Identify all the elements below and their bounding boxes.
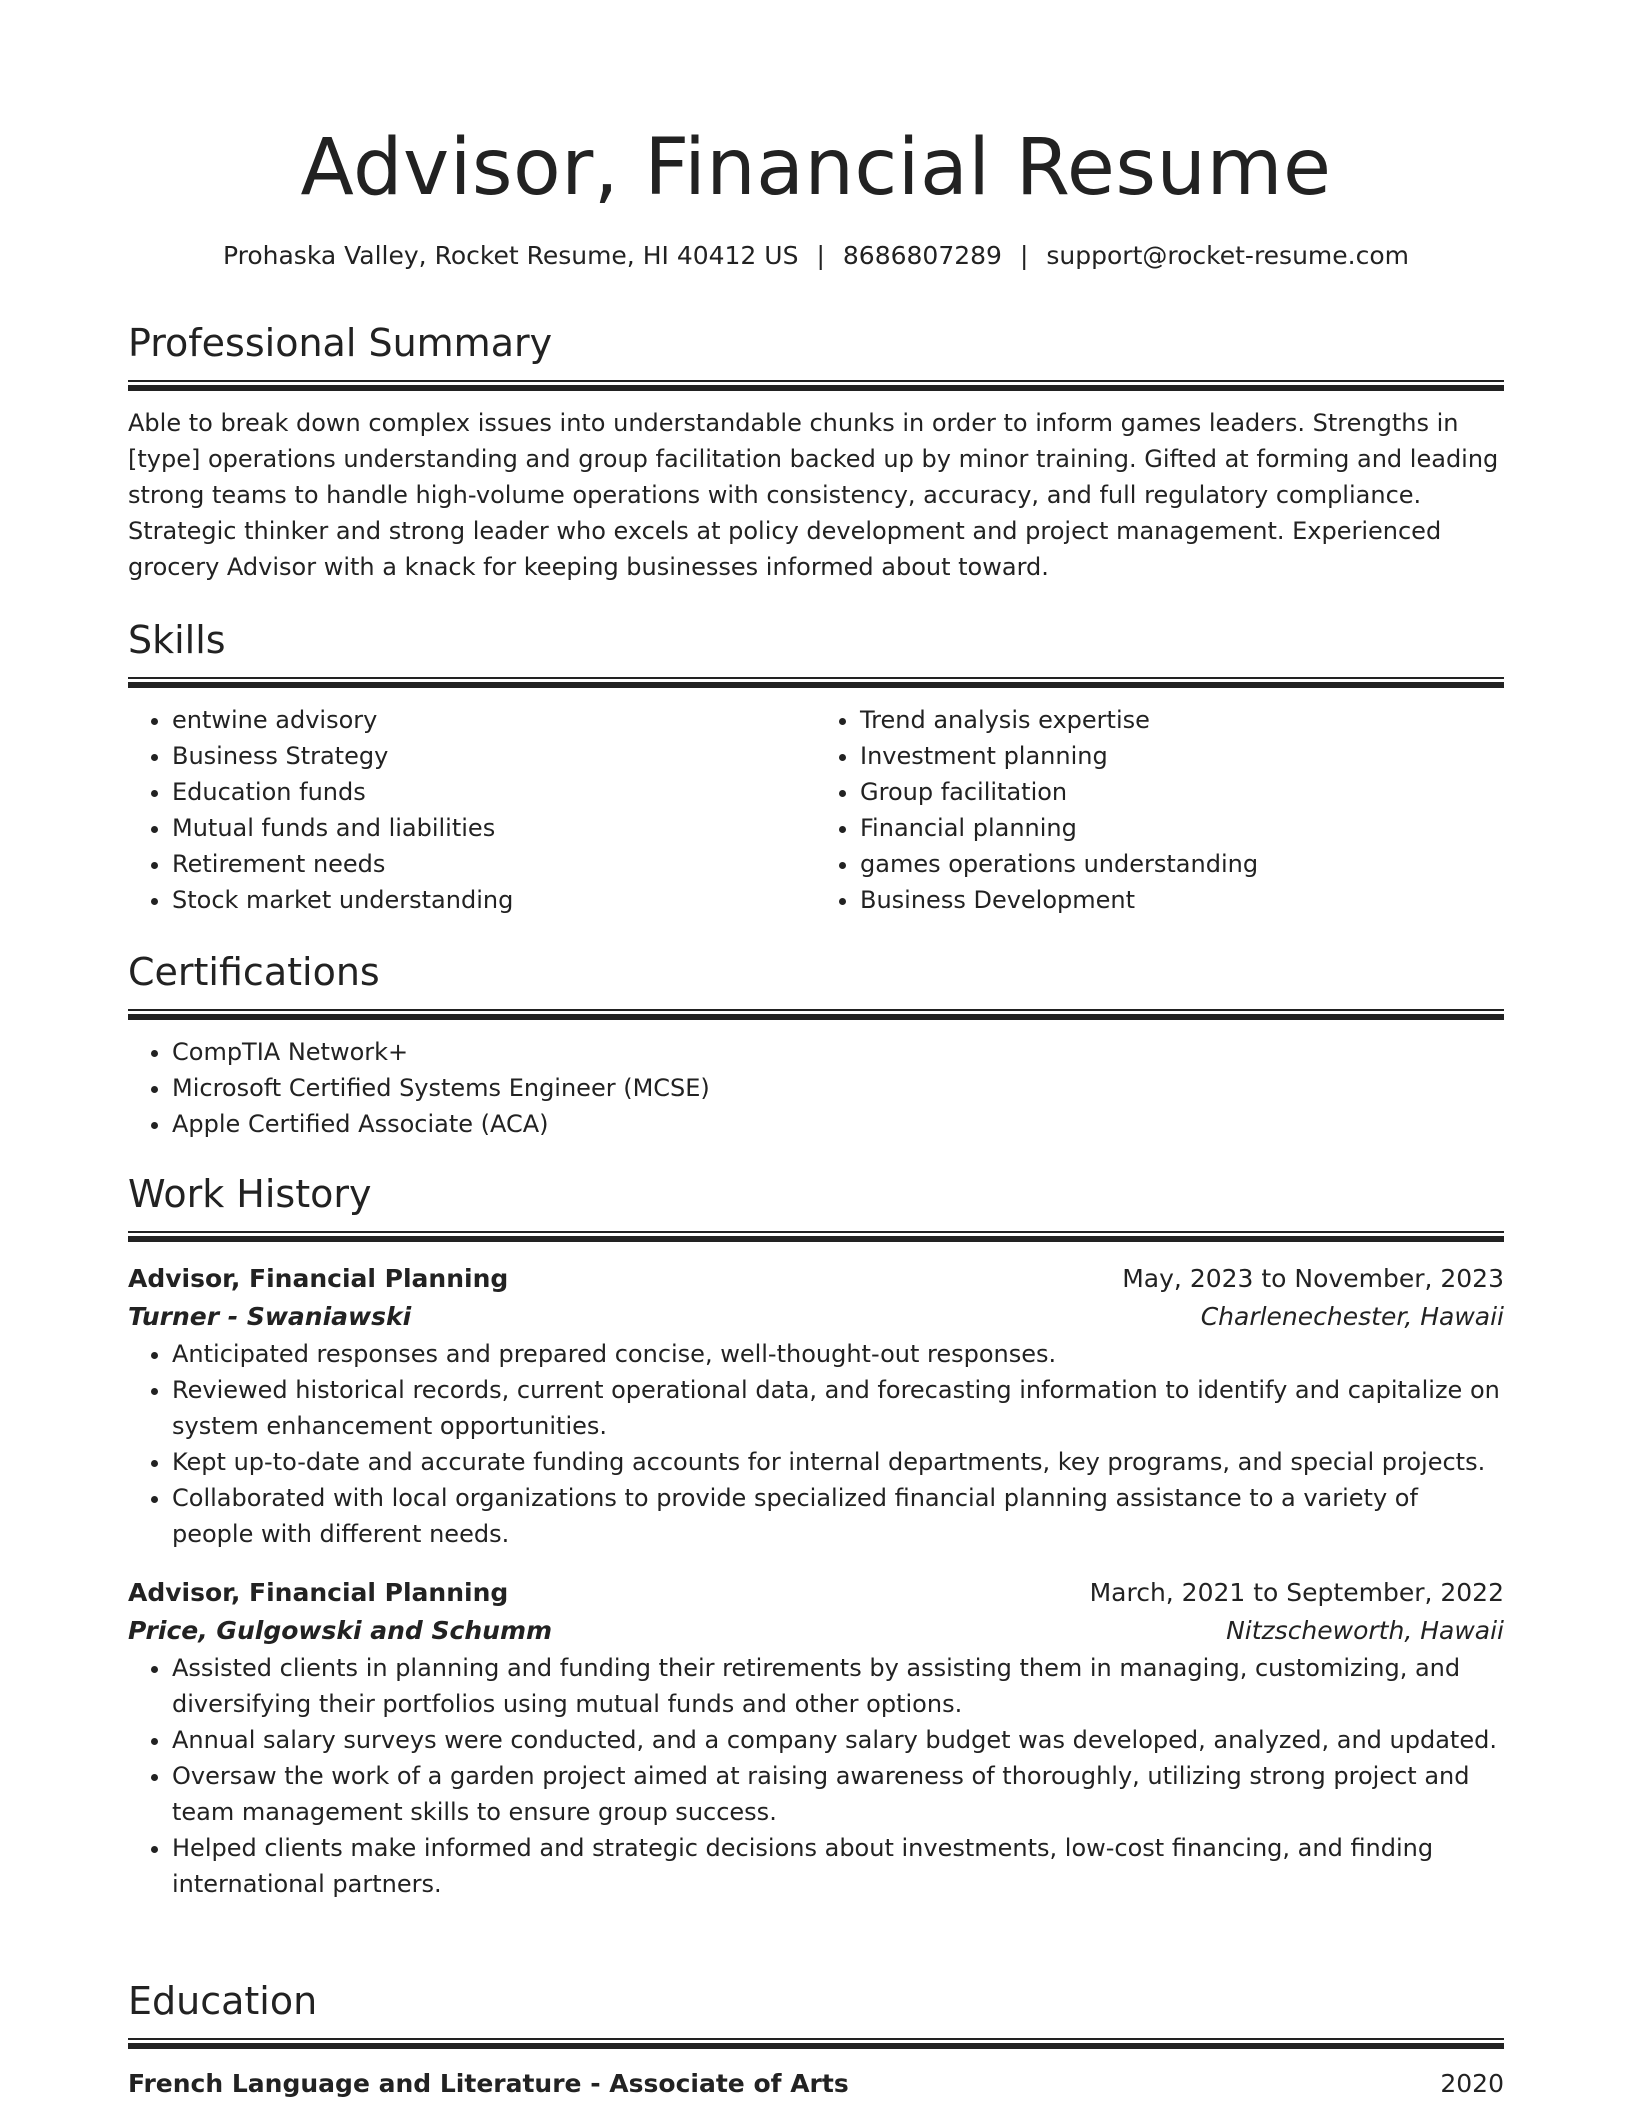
list-item: • Retirement needs: [172, 846, 816, 882]
section-heading-skills: Skills: [128, 618, 226, 662]
contact-line: [128, 238, 1504, 274]
job-bullets: [128, 1336, 1504, 1552]
list-item: • Assisted clients in planning and funding their retirements by assisting them in managing, customizing, and diversifying their portfolios using mutual funds and other options.: [172, 1650, 1504, 1722]
list-item: • Microsoft Certified Systems Engineer (MCSE): [172, 1070, 1504, 1106]
list-item: • Business Development: [860, 882, 1504, 918]
section-heading-work-history: Work History: [128, 1172, 372, 1216]
list-item: • Reviewed historical records, current operational data, and forecasting information to identify and capitalize on system enhancement opportunities.: [172, 1372, 1504, 1444]
skills-list-left: [128, 702, 816, 918]
list-item: • Kept up-to-date and accurate funding accounts for internal departments, key programs, and special projects.: [172, 1444, 1504, 1480]
list-item: • Business Strategy: [172, 738, 816, 774]
list-item: • Annual salary surveys were conducted, and a company salary budget was developed, analyzed, and updated.: [172, 1722, 1504, 1758]
job-dates: March, 2021 to September, 2022: [1089, 1578, 1504, 1607]
list-item: • Mutual funds and liabilities: [172, 810, 816, 846]
list-item: • CompTIA Network+: [172, 1034, 1504, 1070]
job-title: Advisor, Financial Planning: [128, 1578, 509, 1607]
job-subheader-row: [128, 1298, 1504, 1336]
job-entry: [128, 1574, 1504, 1902]
list-item: • Financial planning: [860, 810, 1504, 846]
education-row: [128, 2065, 1504, 2103]
section-divider: [128, 1009, 1504, 1020]
job-location: Charlenechester, Hawaii: [1200, 1302, 1504, 1331]
certifications-section: [128, 947, 1504, 1142]
resume-title: Advisor, Financial Resume: [300, 123, 1332, 213]
job-title: Advisor, Financial Planning: [128, 1264, 509, 1293]
list-item: • Collaborated with local organizations to provide specialized financial planning assistance to a variety of people with different needs.: [172, 1480, 1504, 1552]
section-divider: [128, 1231, 1504, 1242]
list-item: • Trend analysis expertise: [860, 702, 1504, 738]
section-divider: [128, 677, 1504, 688]
education-year: 2020: [1440, 2069, 1504, 2098]
contact-separator: |: [816, 241, 825, 270]
contact-phone: 8686807289: [842, 241, 1002, 270]
section-heading-certifications: Certifications: [128, 950, 380, 994]
work-history-section: [128, 1169, 1504, 1902]
list-item: • Education funds: [172, 774, 816, 810]
list-item: • Group facilitation: [860, 774, 1504, 810]
education-section: [128, 1976, 1504, 2103]
section-heading-summary: Professional Summary: [128, 321, 553, 365]
certifications-list: [128, 1034, 1504, 1142]
list-item: • entwine advisory: [172, 702, 816, 738]
section-divider: [128, 380, 1504, 391]
education-degree: French Language and Literature - Associate of Arts: [128, 2069, 849, 2098]
list-item: • Anticipated responses and prepared concise, well-thought-out responses.: [172, 1336, 1504, 1372]
skills-grid: [128, 702, 1504, 918]
job-dates: May, 2023 to November, 2023: [1122, 1264, 1504, 1293]
list-item: • games operations understanding: [860, 846, 1504, 882]
job-subheader-row: [128, 1612, 1504, 1650]
section-heading-education: Education: [128, 1979, 318, 2023]
summary-section: [128, 318, 1504, 585]
job-company: Price, Gulgowski and Schumm: [128, 1616, 553, 1645]
skills-list-right: [816, 702, 1504, 918]
job-header-row: [128, 1574, 1504, 1612]
job-bullets: [128, 1650, 1504, 1902]
section-divider: [128, 2038, 1504, 2049]
job-location: Nitzscheworth, Hawaii: [1226, 1616, 1504, 1645]
contact-separator: |: [1019, 241, 1029, 270]
list-item: • Apple Certified Associate (ACA): [172, 1106, 1504, 1142]
job-header-row: [128, 1260, 1504, 1298]
job-company: Turner - Swaniawski: [128, 1302, 412, 1331]
list-item: • Oversaw the work of a garden project aimed at raising awareness of thoroughly, utilizing strong project and team management skills to ensure group success.: [172, 1758, 1504, 1830]
list-item: • Investment planning: [860, 738, 1504, 774]
contact-address: Prohaska Valley, Rocket Resume, HI 40412 US: [222, 241, 799, 270]
contact-email: support@rocket-resume.com: [1046, 241, 1410, 270]
list-item: • Helped clients make informed and strategic decisions about investments, low-cost financing, and finding international partners.: [172, 1830, 1504, 1902]
skills-section: [128, 615, 1504, 918]
summary-text: Able to break down complex issues into understandable chunks in order to inform games leaders. Strengths in [type] operations understanding and group facilitation backed up by minor training. Gifted at forming and leading strong teams to handle high-volume operations with consistency, accuracy, and full regulatory compliance. Strategic thinker and strong leader who excels at policy development and project management. Experienced grocery Advisor with a knack for keeping businesses informed about toward.: [128, 409, 1499, 581]
list-item: • Stock market understanding: [172, 882, 816, 918]
job-entry: [128, 1260, 1504, 1552]
